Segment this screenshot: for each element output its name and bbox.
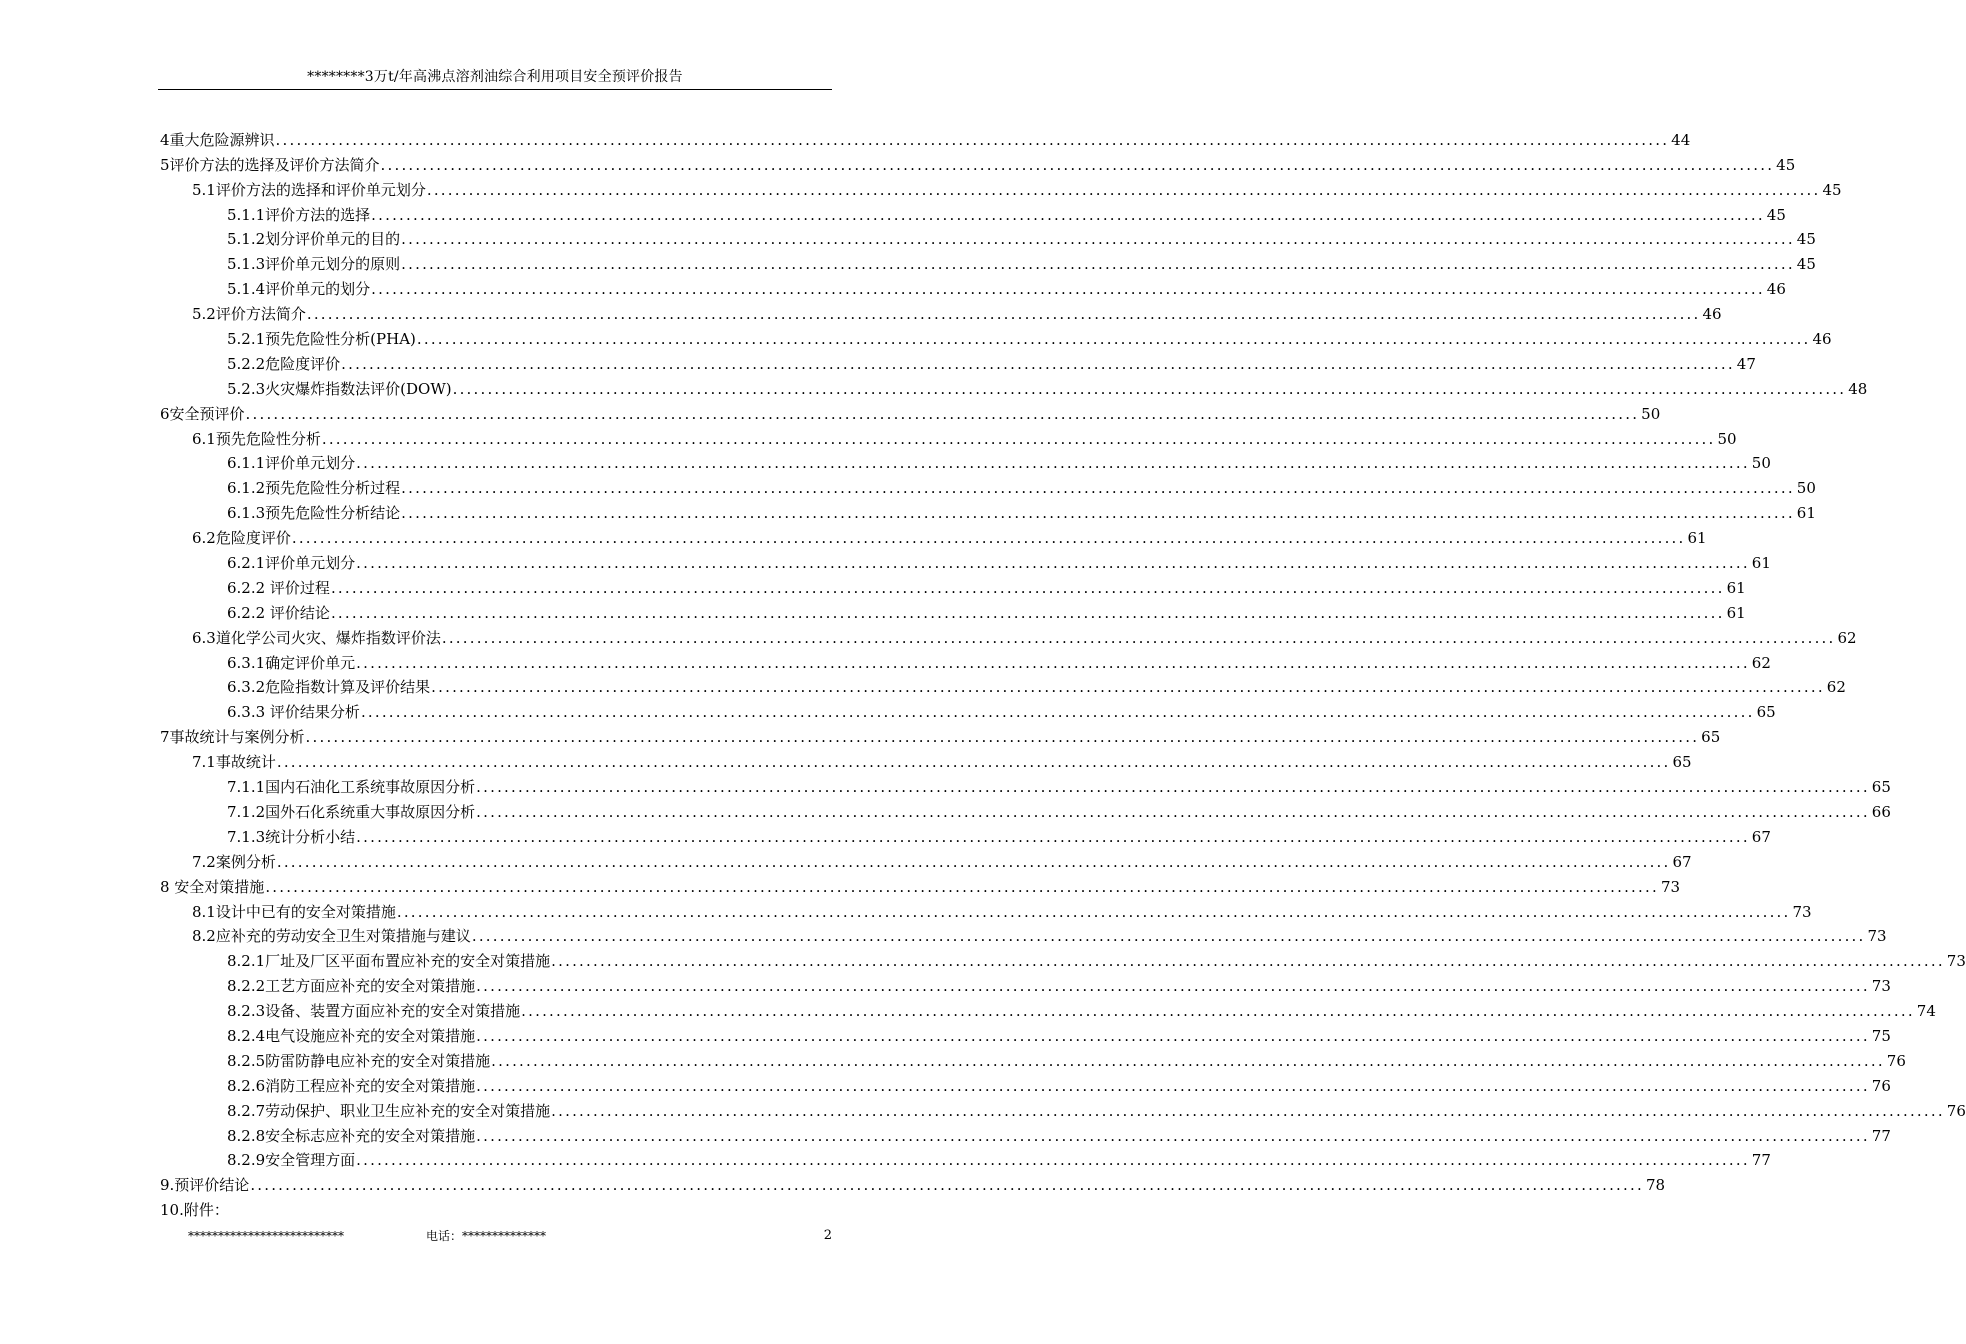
toc-entry[interactable] bbox=[158, 1170, 1666, 1195]
toc-entry[interactable] bbox=[158, 623, 1857, 648]
toc-entry[interactable] bbox=[158, 996, 1936, 1021]
toc-dot-leader: ........................................................................................................................................................................................................ bbox=[356, 454, 1750, 473]
toc-dot-leader: ........................................................................................................................................................................................................ bbox=[341, 354, 1735, 373]
toc-entry-page: 61 bbox=[1726, 578, 1746, 597]
toc-entry[interactable] bbox=[158, 897, 1812, 922]
toc-entry[interactable] bbox=[158, 697, 1776, 722]
toc-dot-leader: ........................................................................................................................................................................................................ bbox=[401, 479, 1795, 498]
toc-dot-leader: ........................................................................................................................................................................................................ bbox=[330, 578, 1725, 597]
toc-entry-page: 50 bbox=[1717, 429, 1737, 448]
toc-entry[interactable] bbox=[158, 946, 1966, 971]
toc-dot-leader: ........................................................................................................................................................................................................ bbox=[356, 827, 1750, 846]
toc-entry-label: 5.2.1预先危险性分析(PHA) bbox=[227, 330, 416, 349]
toc-entry-label: 7.2案例分析 bbox=[192, 852, 276, 871]
toc-entry-page: 73 bbox=[1660, 877, 1681, 896]
toc-entry-label: 4重大危险源辨识 bbox=[160, 130, 275, 149]
toc-dot-leader: ........................................................................................................................................................................................................ bbox=[371, 280, 1765, 299]
toc-entry-page: 62 bbox=[1837, 628, 1857, 647]
page-footer bbox=[188, 1226, 838, 1246]
toc-entry[interactable] bbox=[158, 374, 1868, 399]
toc-entry[interactable] bbox=[158, 922, 1887, 947]
toc-dot-leader: ........................................................................................................................................................................................................ bbox=[416, 330, 1811, 349]
footer-page-number: 2 bbox=[823, 1228, 832, 1243]
toc-entry-page: 73 bbox=[1946, 952, 1966, 971]
toc-entry[interactable] bbox=[158, 125, 1691, 150]
toc-dot-leader: ........................................................................................................................................................................................................ bbox=[401, 230, 1795, 249]
toc-entry-page: 61 bbox=[1796, 504, 1816, 523]
toc-entry-page: 75 bbox=[1871, 1026, 1891, 1045]
toc-dot-leader: ........................................................................................................................................................................................................ bbox=[291, 529, 1686, 548]
toc-entry[interactable] bbox=[158, 150, 1796, 175]
toc-entry-page: 45 bbox=[1796, 255, 1816, 274]
toc-entry[interactable] bbox=[158, 598, 1746, 623]
toc-entry[interactable] bbox=[158, 971, 1891, 996]
toc-dot-leader: ........................................................................................................................................................................................................ bbox=[431, 678, 1825, 697]
toc-entry-label: 7事故统计与案例分析 bbox=[160, 728, 305, 747]
toc-entry-label: 6.1.3预先危险性分析结论 bbox=[227, 504, 401, 523]
toc-entry-label: 8.2.5防雷防静电应补充的安全对策措施 bbox=[227, 1051, 491, 1070]
toc-entry-page: 61 bbox=[1751, 554, 1771, 573]
toc-entry[interactable] bbox=[158, 1021, 1891, 1046]
toc-entry-label: 8.2.6消防工程应补充的安全对策措施 bbox=[227, 1076, 476, 1095]
toc-entry-page: 73 bbox=[1867, 927, 1887, 946]
toc-entry[interactable] bbox=[158, 722, 1721, 747]
toc-entry[interactable] bbox=[158, 399, 1661, 424]
toc-entry-label: 6.1预先危险性分析 bbox=[192, 429, 321, 448]
toc-entry-page: 50 bbox=[1751, 454, 1771, 473]
toc-entry-page: 76 bbox=[1871, 1076, 1891, 1095]
toc-entry[interactable] bbox=[158, 1195, 832, 1220]
toc-entry-label: 7.1.2国外石化系统重大事故原因分析 bbox=[227, 802, 476, 821]
toc-entry-label: 10.附件： bbox=[160, 1201, 229, 1220]
toc-entry-label: 5.1.4评价单元的划分 bbox=[227, 280, 371, 299]
toc-dot-leader: ........................................................................................................................................................................................................ bbox=[371, 205, 1765, 224]
toc-entry-label: 8.2.4电气设施应补充的安全对策措施 bbox=[227, 1026, 476, 1045]
toc-entry[interactable] bbox=[158, 548, 1771, 573]
toc-dot-leader: ........................................................................................................................................................................................................ bbox=[401, 255, 1795, 274]
toc-dot-leader: ........................................................................................................................................................................................................ bbox=[476, 1126, 1870, 1145]
toc-entry[interactable] bbox=[158, 747, 1692, 772]
toc-dot-leader: ........................................................................................................................................................................................................ bbox=[491, 1051, 1885, 1070]
toc-dot-leader: ........................................................................................................................................................................................................ bbox=[452, 379, 1847, 398]
toc-entry-label: 6安全预评价 bbox=[160, 404, 245, 423]
toc-entry-label: 8.2.8安全标志应补充的安全对策措施 bbox=[227, 1126, 476, 1145]
toc-dot-leader: ........................................................................................................................................................................................................ bbox=[551, 1101, 1945, 1120]
toc-entry[interactable] bbox=[158, 1121, 1891, 1146]
toc-entry[interactable] bbox=[158, 274, 1786, 299]
toc-dot-leader: ........................................................................................................................................................................................................ bbox=[306, 305, 1701, 324]
toc-entry[interactable] bbox=[158, 847, 1692, 872]
toc-dot-leader: ........................................................................................................................................................................................................ bbox=[265, 877, 1659, 896]
toc-entry-page: 78 bbox=[1645, 1176, 1666, 1195]
toc-entry-label: 5.2.3火灾爆炸指数法评价(DOW) bbox=[227, 379, 452, 398]
toc-dot-leader: ........................................................................................................................................................................................................ bbox=[275, 130, 1670, 149]
page-header-title: ********3万t/年高沸点溶剂油综合利用项目安全预评价报告 bbox=[307, 69, 683, 85]
toc-entry[interactable] bbox=[158, 473, 1816, 498]
toc-entry-page: 66 bbox=[1871, 802, 1891, 821]
toc-entry-page: 61 bbox=[1726, 603, 1746, 622]
toc-entry-page: 73 bbox=[1871, 977, 1891, 996]
toc-entry-page: 65 bbox=[1756, 703, 1776, 722]
toc-entry-label: 5.2评价方法简介 bbox=[192, 305, 306, 324]
toc-entry[interactable] bbox=[158, 1146, 1771, 1171]
toc-entry[interactable] bbox=[158, 523, 1707, 548]
toc-entry[interactable] bbox=[158, 299, 1722, 324]
toc-entry[interactable] bbox=[158, 1096, 1966, 1121]
toc-dot-leader: ........................................................................................................................................................................................................ bbox=[396, 902, 1791, 921]
toc-entry-label: 6.2.1评价单元划分 bbox=[227, 554, 356, 573]
toc-entry-label: 8.2.9安全管理方面 bbox=[227, 1151, 356, 1170]
toc-entry-label: 6.2.2 评价结论 bbox=[227, 603, 330, 622]
toc-dot-leader: ........................................................................................................................................................................................................ bbox=[356, 1151, 1750, 1170]
toc-entry-page: 73 bbox=[1792, 902, 1812, 921]
toc-dot-leader: ........................................................................................................................................................................................................ bbox=[476, 1076, 1870, 1095]
toc-entry-page: 46 bbox=[1812, 330, 1832, 349]
toc-entry[interactable] bbox=[158, 225, 1816, 250]
toc-entry[interactable] bbox=[158, 797, 1891, 822]
toc-entry-label: 7.1.1国内石油化工系统事故原因分析 bbox=[227, 778, 476, 797]
toc-dot-leader: ........................................................................................................................................................................................................ bbox=[476, 802, 1870, 821]
toc-entry-label: 6.2危险度评价 bbox=[192, 529, 291, 548]
toc-entry-label: 6.3.2危险指数计算及评价结果 bbox=[227, 678, 431, 697]
toc-entry[interactable] bbox=[158, 822, 1771, 847]
toc-entry-page: 45 bbox=[1796, 230, 1816, 249]
toc-dot-leader: ........................................................................................................................................................................................................ bbox=[276, 753, 1671, 772]
toc-entry-page: 48 bbox=[1848, 379, 1868, 398]
toc-entry-page: 47 bbox=[1736, 354, 1756, 373]
toc-entry-label: 5.1.3评价单元划分的原则 bbox=[227, 255, 401, 274]
footer-company: ************************** bbox=[188, 1229, 344, 1243]
toc-entry-label: 8.1设计中已有的安全对策措施 bbox=[192, 902, 396, 921]
toc-entry-label: 5.1.2划分评价单元的目的 bbox=[227, 230, 401, 249]
toc-entry[interactable] bbox=[158, 498, 1816, 523]
table-of-contents bbox=[158, 125, 1966, 1220]
toc-entry[interactable] bbox=[158, 424, 1737, 449]
toc-entry-label: 8.2.2工艺方面应补充的安全对策措施 bbox=[227, 977, 476, 996]
toc-entry[interactable] bbox=[158, 200, 1786, 225]
toc-entry-page: 46 bbox=[1702, 305, 1722, 324]
toc-entry[interactable] bbox=[158, 573, 1746, 598]
toc-dot-leader: ........................................................................................................................................................................................................ bbox=[521, 1002, 1915, 1021]
toc-entry-page: 65 bbox=[1701, 728, 1721, 747]
toc-entry-label: 6.1.2预先危险性分析过程 bbox=[227, 479, 401, 498]
toc-entry-label: 8 安全对策措施 bbox=[160, 877, 265, 896]
toc-entry-label: 5.2.2危险度评价 bbox=[227, 354, 341, 373]
toc-entry-page: 61 bbox=[1687, 529, 1707, 548]
toc-entry-label: 6.3.1确定评价单元 bbox=[227, 653, 356, 672]
toc-entry-page: 62 bbox=[1826, 678, 1846, 697]
toc-entry[interactable] bbox=[158, 772, 1891, 797]
toc-entry-label: 6.3.3 评价结果分析 bbox=[227, 703, 360, 722]
toc-entry-label: 6.2.2 评价过程 bbox=[227, 578, 330, 597]
toc-entry-page: 50 bbox=[1796, 479, 1816, 498]
toc-entry-label: 7.1事故统计 bbox=[192, 753, 276, 772]
toc-entry-page: 45 bbox=[1776, 155, 1796, 174]
toc-dot-leader: ........................................................................................................................................................................................................ bbox=[476, 977, 1870, 996]
toc-entry-label: 8.2.1厂址及厂区平面布置应补充的安全对策措施 bbox=[227, 952, 551, 971]
toc-entry-page: 76 bbox=[1946, 1101, 1966, 1120]
footer-phone: 电话：************** bbox=[426, 1229, 547, 1243]
toc-dot-leader: ........................................................................................................................................................................................................ bbox=[305, 728, 1700, 747]
toc-entry-page: 50 bbox=[1641, 404, 1661, 423]
toc-entry-label: 6.3道化学公司火灾、爆炸指数评价法 bbox=[192, 628, 441, 647]
toc-entry-label: 5.1评价方法的选择和评价单元划分 bbox=[192, 180, 426, 199]
toc-entry-label: 8.2应补充的劳动安全卫生对策措施与建议 bbox=[192, 927, 471, 946]
toc-entry[interactable] bbox=[158, 175, 1842, 200]
toc-entry-label: 6.1.1评价单元划分 bbox=[227, 454, 356, 473]
toc-dot-leader: ........................................................................................................................................................................................................ bbox=[321, 429, 1716, 448]
toc-entry-page: 45 bbox=[1766, 205, 1786, 224]
toc-entry-page: 45 bbox=[1822, 180, 1842, 199]
toc-dot-leader: ........................................................................................................................................................................................................ bbox=[330, 603, 1725, 622]
toc-entry-page: 44 bbox=[1671, 130, 1691, 149]
toc-entry-page: 67 bbox=[1751, 827, 1771, 846]
toc-entry-label: 8.2.7劳动保护、职业卫生应补充的安全对策措施 bbox=[227, 1101, 551, 1120]
toc-dot-leader: ........................................................................................................................................................................................................ bbox=[245, 404, 1640, 423]
toc-entry-page: 65 bbox=[1871, 778, 1891, 797]
toc-dot-leader: ........................................................................................................................................................................................................ bbox=[551, 952, 1945, 971]
toc-entry[interactable] bbox=[158, 673, 1846, 698]
toc-dot-leader: ........................................................................................................................................................................................................ bbox=[476, 1026, 1870, 1045]
toc-entry-label: 7.1.3统计分析小结 bbox=[227, 827, 356, 846]
toc-dot-leader: ........................................................................................................................................................................................................ bbox=[250, 1176, 1644, 1195]
header-divider bbox=[158, 89, 832, 90]
toc-entry-page: 62 bbox=[1751, 653, 1771, 672]
toc-entry[interactable] bbox=[158, 449, 1771, 474]
toc-entry-label: 8.2.3设备、装置方面应补充的安全对策措施 bbox=[227, 1002, 521, 1021]
toc-entry-label: 5评价方法的选择及评价方法简介 bbox=[160, 155, 380, 174]
toc-dot-leader: ........................................................................................................................................................................................................ bbox=[476, 778, 1870, 797]
toc-entry[interactable] bbox=[158, 872, 1681, 897]
toc-entry[interactable] bbox=[158, 1046, 1906, 1071]
toc-entry[interactable] bbox=[158, 349, 1756, 374]
toc-dot-leader: ........................................................................................................................................................................................................ bbox=[401, 504, 1795, 523]
toc-dot-leader: ........................................................................................................................................................................................................ bbox=[380, 155, 1775, 174]
toc-entry[interactable] bbox=[158, 648, 1771, 673]
toc-dot-leader: ........................................................................................................................................................................................................ bbox=[441, 628, 1836, 647]
toc-entry-label: 9.预评价结论 bbox=[160, 1176, 250, 1195]
toc-entry[interactable] bbox=[158, 249, 1816, 274]
toc-dot-leader: ........................................................................................................................................................................................................ bbox=[356, 653, 1750, 672]
toc-entry[interactable] bbox=[158, 324, 1832, 349]
toc-dot-leader: ........................................................................................................................................................................................................ bbox=[426, 180, 1821, 199]
toc-entry-label: 5.1.1评价方法的选择 bbox=[227, 205, 371, 224]
toc-dot-leader: ........................................................................................................................................................................................................ bbox=[360, 703, 1755, 722]
toc-entry-page: 77 bbox=[1871, 1126, 1891, 1145]
toc-entry-page: 77 bbox=[1751, 1151, 1771, 1170]
toc-dot-leader: ........................................................................................................................................................................................................ bbox=[471, 927, 1866, 946]
toc-entry-page: 76 bbox=[1886, 1051, 1906, 1070]
toc-entry-page: 65 bbox=[1672, 753, 1692, 772]
toc-entry[interactable] bbox=[158, 1071, 1891, 1096]
toc-dot-leader: ........................................................................................................................................................................................................ bbox=[276, 852, 1671, 871]
toc-dot-leader: ........................................................................................................................................................................................................ bbox=[356, 554, 1750, 573]
toc-entry-page: 67 bbox=[1672, 852, 1692, 871]
toc-entry-page: 74 bbox=[1916, 1002, 1936, 1021]
toc-entry-page: 46 bbox=[1766, 280, 1786, 299]
